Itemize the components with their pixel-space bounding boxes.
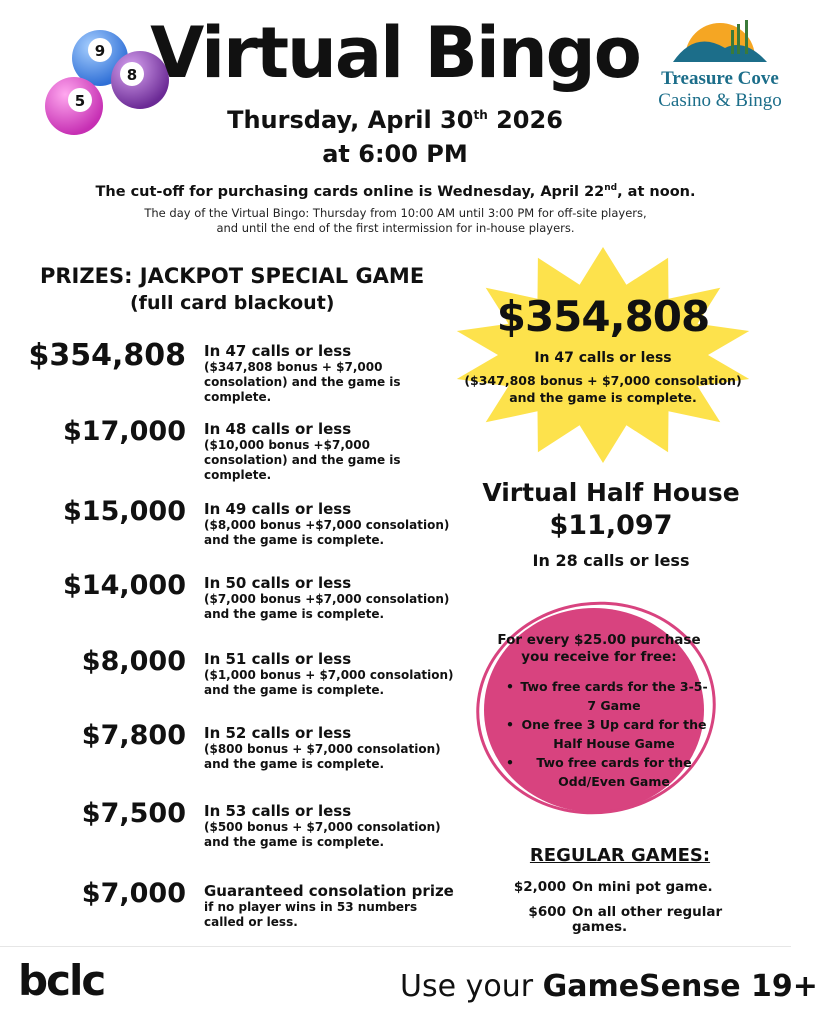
prize-amount: $7,800 <box>81 720 186 751</box>
prize-description <box>204 802 454 850</box>
prize-description <box>204 420 454 483</box>
gamesense-tagline <box>400 969 818 1004</box>
bclc-logo: bclc <box>18 956 105 1005</box>
jackpot-detail <box>448 372 758 406</box>
ball-number: 9 <box>94 42 106 60</box>
cutoff-end: , at noon. <box>617 183 696 200</box>
page-title: Virtual Bingo <box>150 12 640 94</box>
gamesense-prefix: Use your <box>400 969 543 1004</box>
prize-amount: $7,500 <box>81 798 186 829</box>
jackpot-detail-line: ($347,808 bonus + $7,000 consolation) <box>464 373 742 388</box>
prize-detail: ($347,808 bonus + $7,000 consolation) and the game is complete. <box>204 360 401 404</box>
gamesense-age: 19+ <box>740 969 818 1004</box>
cutoff-notice <box>40 183 751 200</box>
prize-calls: In 49 calls or less <box>204 500 352 518</box>
prize-description <box>204 574 454 622</box>
prize-description <box>204 500 454 548</box>
prize-row <box>20 498 460 576</box>
prize-description <box>204 882 454 930</box>
prize-detail: ($8,000 bonus +$7,000 consolation) and the game is complete. <box>204 518 450 547</box>
promo-item: • Two free cards for the Odd/Even Game <box>500 753 710 791</box>
prize-row <box>20 572 460 650</box>
prize-detail: ($10,000 bonus +$7,000 consolation) and the game is complete. <box>204 438 401 482</box>
prize-calls: In 53 calls or less <box>204 802 352 820</box>
prize-amount: $8,000 <box>81 646 186 677</box>
regular-game-description: On mini pot game. <box>572 879 713 895</box>
ball-number: 8 <box>126 66 138 84</box>
promo-intro-line: For every $25.00 purchase <box>497 632 701 648</box>
footer-divider <box>0 946 791 947</box>
prize-description <box>204 650 454 698</box>
prize-detail: ($7,000 bonus +$7,000 consolation) and the game is complete. <box>204 592 450 621</box>
prize-description <box>204 724 454 772</box>
prize-amount: $14,000 <box>63 570 186 601</box>
prize-detail: ($1,000 bonus + $7,000 consolation) and the game is complete. <box>204 668 454 697</box>
cutoff-text: The cut-off for purchasing cards online is Wednesday, April 22 <box>95 183 605 200</box>
prize-detail: ($500 bonus + $7,000 consolation) and the game is complete. <box>204 820 441 849</box>
schedule-info-line: The day of the Virtual Bingo: Thursday from 10:00 AM until 3:00 PM for off-site players, <box>144 206 647 220</box>
prize-calls: In 50 calls or less <box>204 574 352 592</box>
schedule-info <box>80 206 711 236</box>
prize-calls: In 52 calls or less <box>204 724 352 742</box>
prize-row <box>20 648 460 726</box>
regular-game-amount: $2,000 <box>513 879 566 895</box>
promo-intro <box>484 632 714 666</box>
promo-intro-line: you receive for free: <box>521 649 677 665</box>
prize-detail: if no player wins in 53 numbers called or less. <box>204 900 418 929</box>
event-date <box>150 108 640 132</box>
schedule-info-line: and until the end of the first intermission for in-house players. <box>216 221 575 235</box>
prize-row <box>20 340 460 418</box>
jackpot-calls: In 47 calls or less <box>534 350 672 366</box>
prize-amount: $15,000 <box>63 496 186 527</box>
prize-amount: $7,000 <box>81 878 186 909</box>
prize-calls: Guaranteed consolation prize <box>204 882 454 900</box>
prize-amount: $354,808 <box>28 338 186 373</box>
prize-calls: In 47 calls or less <box>204 342 352 360</box>
logo-line2: Casino & Bingo <box>658 90 782 111</box>
prize-calls: In 48 calls or less <box>204 420 352 438</box>
half-house-amount: $11,097 <box>549 510 673 541</box>
treasure-cove-logo <box>655 18 785 118</box>
promo-item: • Two free cards for the 3-5-7 Game <box>500 677 710 715</box>
prize-detail: ($800 bonus + $7,000 consolation) and the game is complete. <box>204 742 441 771</box>
prizes-heading: PRIZES: JACKPOT SPECIAL GAME <box>40 264 425 288</box>
prize-description <box>204 342 454 405</box>
prize-row <box>20 418 460 496</box>
half-house-title: Virtual Half House <box>482 478 740 507</box>
prize-amount: $17,000 <box>63 416 186 447</box>
promo-item: • One free 3 Up card for the Half House Game <box>500 715 710 753</box>
prize-calls: In 51 calls or less <box>204 650 352 668</box>
cutoff-suffix: nd <box>604 183 618 193</box>
gamesense-brand: GameSense <box>542 969 741 1004</box>
prizes-subheading: (full card blackout) <box>130 292 335 314</box>
event-time: at 6:00 PM <box>322 140 468 168</box>
prize-row <box>20 722 460 800</box>
regular-game-amount: $600 <box>528 904 566 920</box>
prize-row <box>20 800 460 878</box>
event-date-suffix: th <box>473 108 488 122</box>
event-date-text: Thursday, April 30 <box>227 106 474 134</box>
regular-games-heading: REGULAR GAMES: <box>529 845 711 866</box>
logo-line1: Treasure Cove <box>661 68 779 89</box>
jackpot-amount: $354,808 <box>496 292 710 341</box>
jackpot-detail-line: and the game is complete. <box>509 390 697 405</box>
promo-list <box>500 677 710 791</box>
regular-game-description: On all other regular games. <box>572 904 723 935</box>
ball-number: 5 <box>74 92 86 110</box>
half-house-calls: In 28 calls or less <box>532 551 690 570</box>
event-date-year: 2026 <box>487 106 563 134</box>
